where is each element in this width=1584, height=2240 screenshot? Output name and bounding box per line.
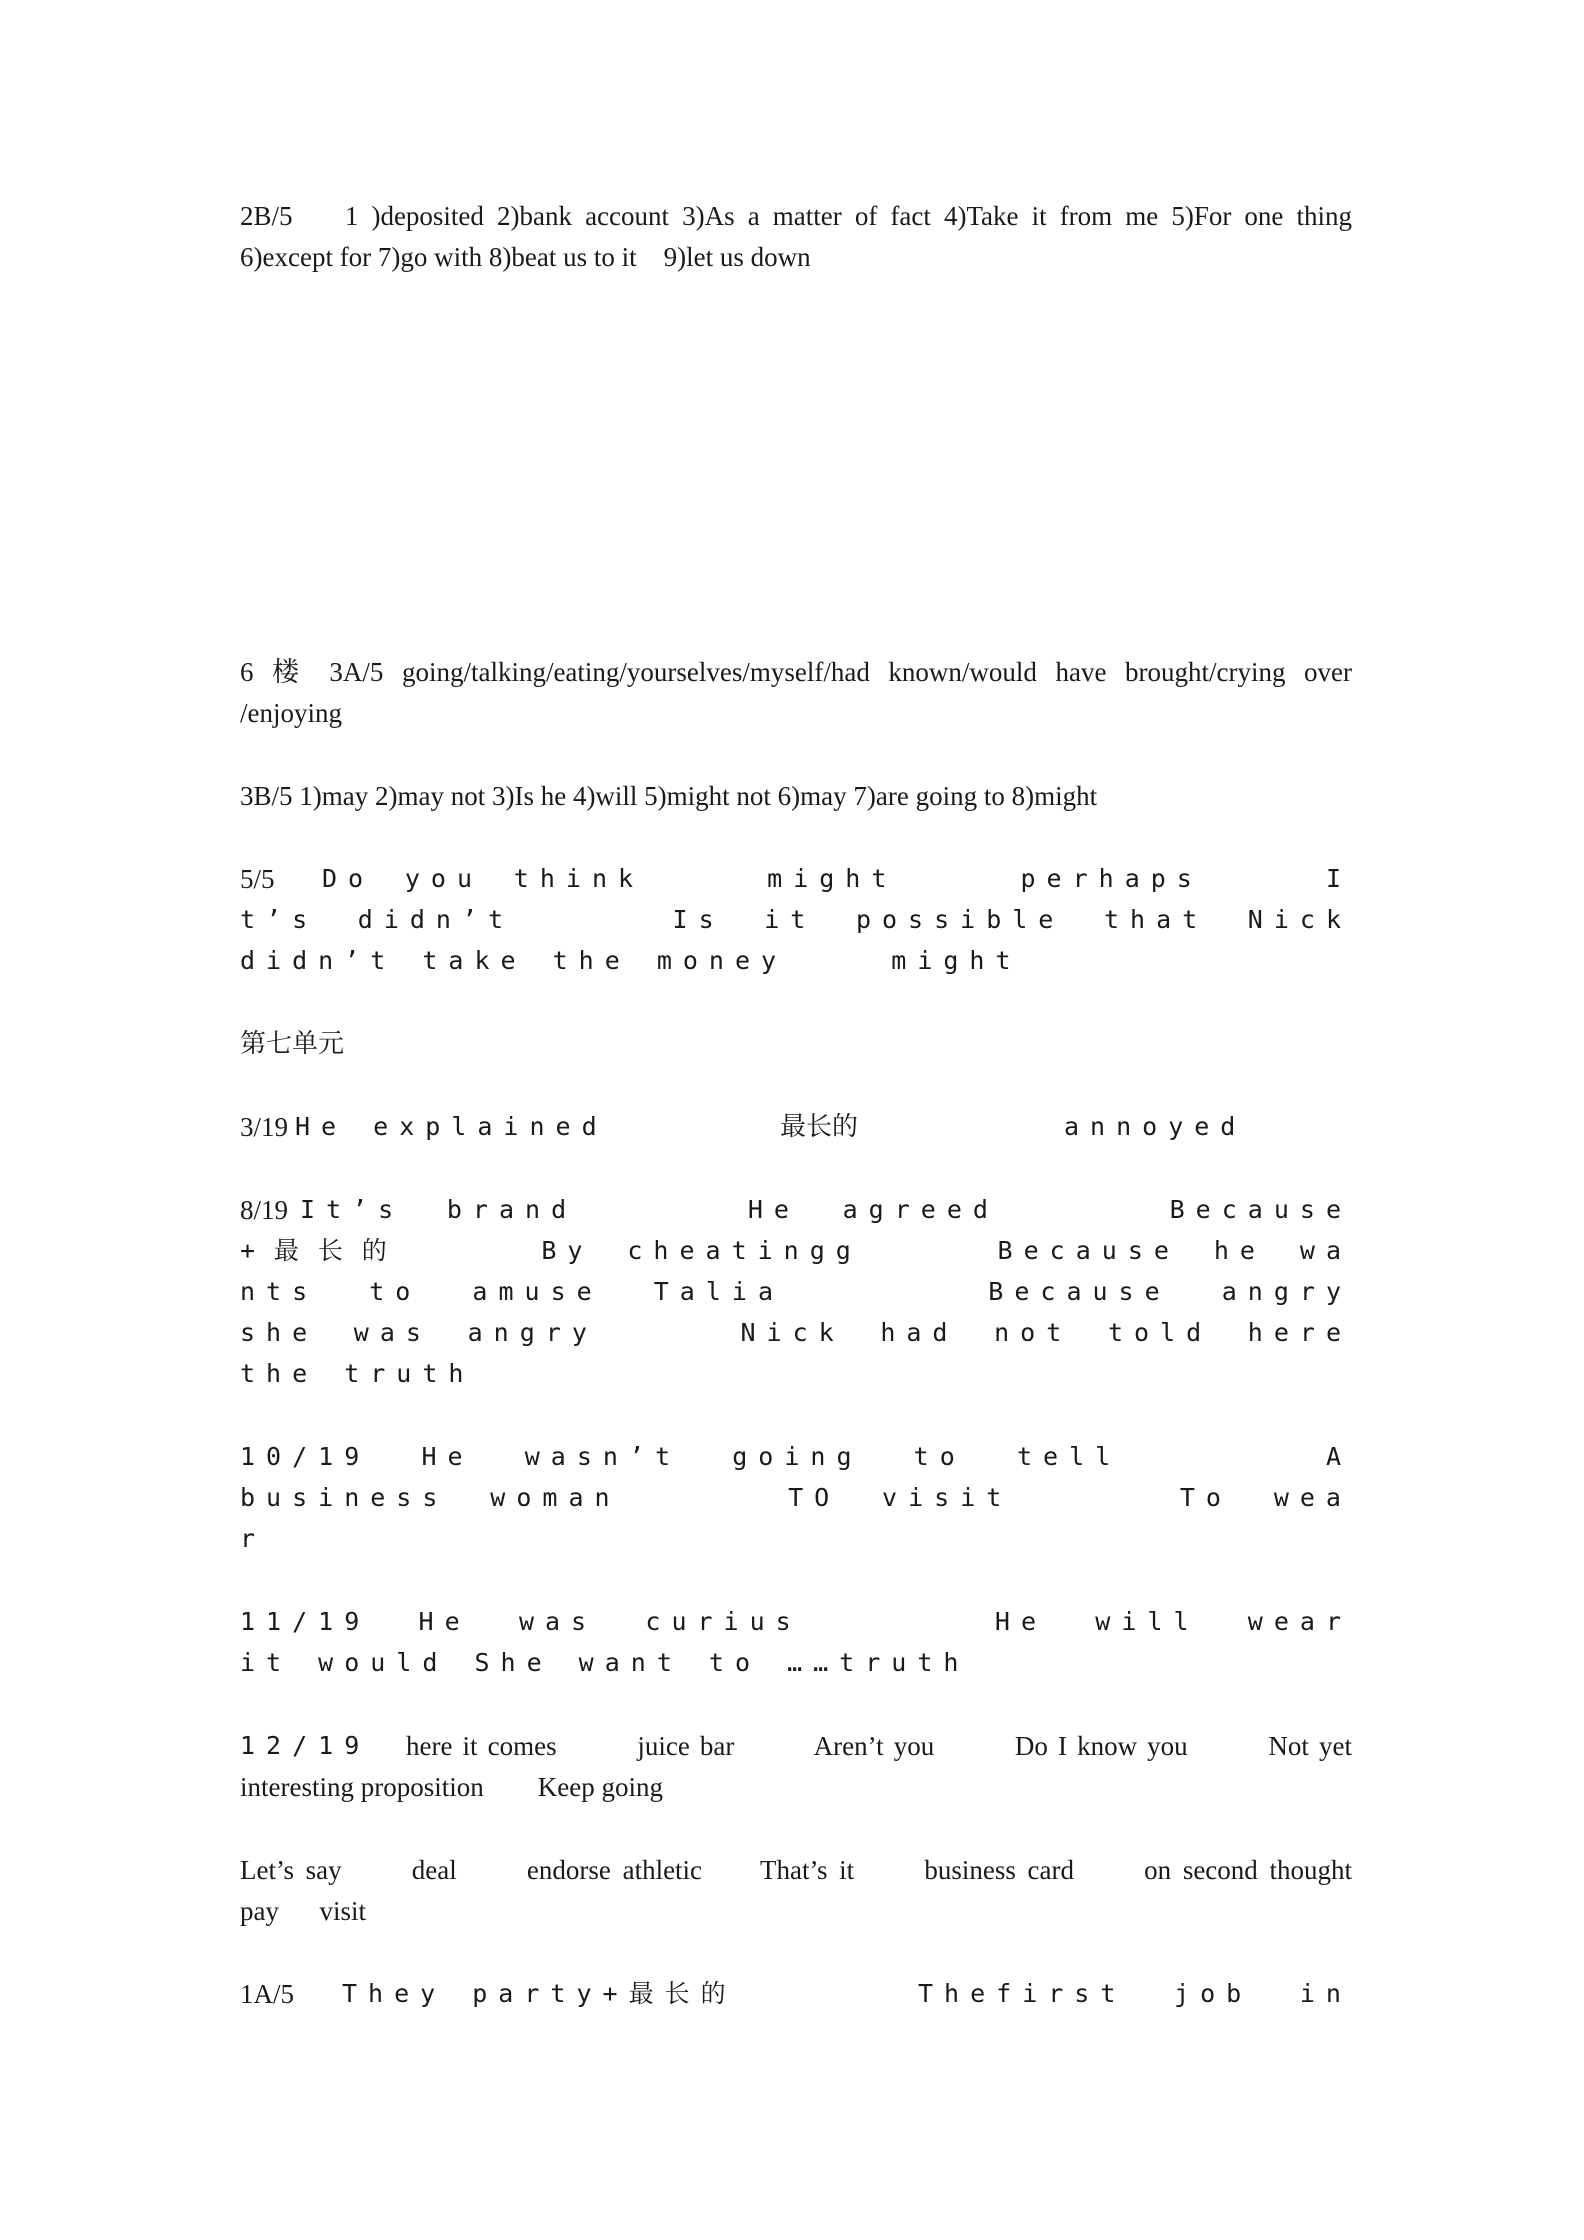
phrase-line-1: Let’s say deal endorse athletic That’s it business card on second thought	[240, 1855, 1352, 1885]
unit-heading: 第七单元	[240, 1029, 345, 1059]
answer-line-2b5-part1: 2B/5 1 )deposited 2)bank account 3)As a matter of fact 4)Take it from me 5)For one thing	[240, 201, 1352, 231]
answer-line-3a5-part1: 6 楼 3A/5 going/talking/eating/yourselves/myself/had known/would have brought/crying over	[240, 657, 1352, 687]
answer-12-19-part2: interesting proposition Keep going	[240, 1772, 663, 1802]
answer-8-19-part5: the truth	[240, 1359, 475, 1388]
answer-8-19-part2: +最长的 By cheatingg Because he wa	[240, 1236, 1352, 1265]
answer-8-19-part3: nts to amuse Talia Because angry	[240, 1277, 1352, 1306]
answer-8-19-part4: she was angry Nick had not told here	[240, 1318, 1352, 1347]
answer-label-12-19: 12/19	[240, 1731, 371, 1760]
answer-1a5-item2: Thefirst job in	[918, 1979, 1352, 2008]
answer-11-19-part2: it would She want to ……truth	[240, 1648, 970, 1677]
answer-label-8-19: 8/19	[240, 1195, 289, 1225]
answer-10-19-part3: r	[240, 1524, 267, 1553]
answer-8-19-part1: It’s brand He agreed Because	[300, 1195, 1352, 1224]
answer-line-5-5-part1: Do you think might perhaps I	[322, 864, 1352, 893]
answer-1a5-item1: They party+最长的	[342, 1979, 737, 2008]
answer-10-19-part2: business woman TO visit To wea	[240, 1483, 1352, 1512]
answer-label-5-5: 5/5	[240, 864, 275, 894]
answer-3-19-item1: He explained	[295, 1112, 608, 1141]
answer-12-19-part1: here it comes juice bar Aren’t you Do I know you Not yet	[406, 1731, 1352, 1761]
answer-3-19-item2: 最长的	[780, 1112, 859, 1142]
answer-11-19-part1: 11/19 He was curius He will wear	[240, 1607, 1352, 1636]
answer-line-5-5-part2: t’s didn’t Is it possible that Nick	[240, 905, 1352, 934]
answer-line-3a5-part2: /enjoying	[240, 698, 342, 728]
answer-label-3-19: 3/19	[240, 1112, 289, 1142]
answer-line-2b5-part2: 6)except for 7)go with 8)beat us to it 9)let us down	[240, 242, 811, 272]
answer-3-19-item3: annoyed	[1064, 1112, 1247, 1141]
answer-line-3b5: 3B/5 1)may 2)may not 3)Is he 4)will 5)might not 6)may 7)are going to 8)might	[240, 781, 1098, 811]
answer-10-19-part1: 10/19 He wasn’t going to tell A	[240, 1442, 1352, 1471]
answer-label-1a5: 1A/5	[240, 1979, 294, 2009]
phrase-line-2: pay visit	[240, 1896, 366, 1926]
answer-line-5-5-part3: didn’t take the money might	[240, 946, 1022, 975]
